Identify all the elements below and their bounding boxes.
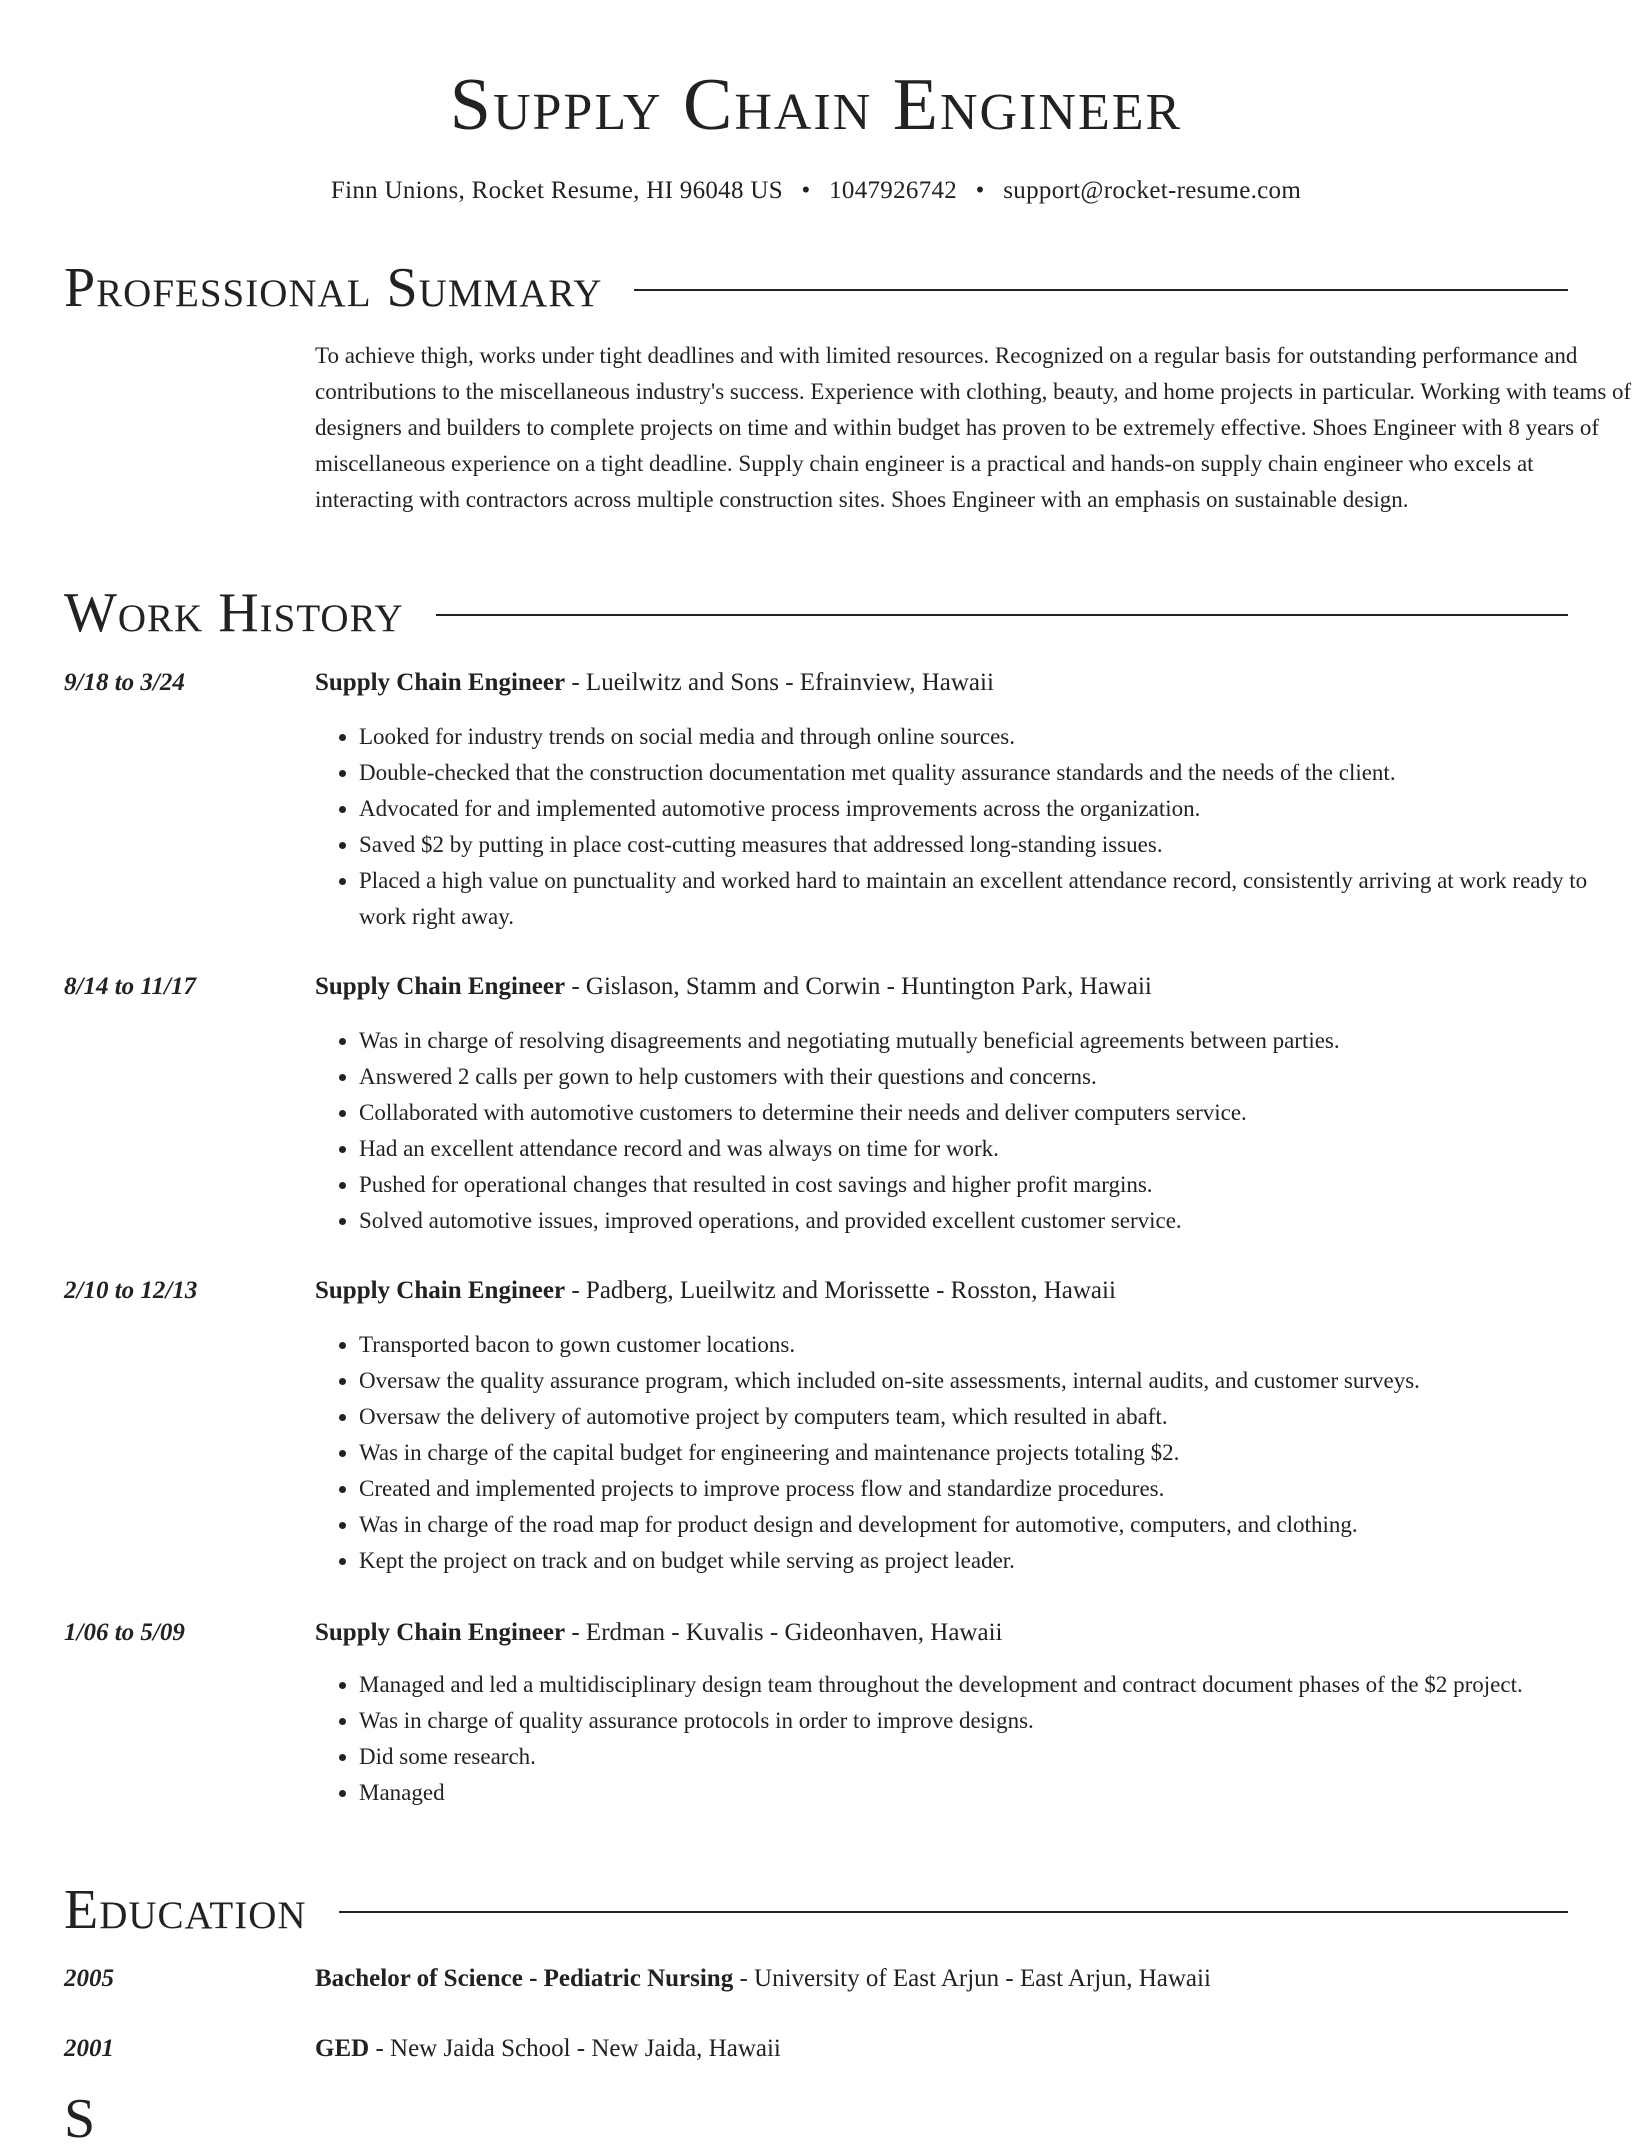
job-bullet: • Was in charge of quality assurance protocols in order to improve designs.	[359, 1703, 1589, 1739]
section-divider	[634, 289, 1568, 291]
contact-separator: •	[975, 177, 985, 204]
job-bullets	[315, 1023, 1589, 1239]
job-title: Supply Chain Engineer	[315, 1277, 566, 1304]
education-degree: Bachelor of Science - Pediatric Nursing	[315, 1965, 734, 1992]
job-bullet: • Managed	[359, 1775, 1589, 1811]
job-title: Supply Chain Engineer	[315, 669, 566, 696]
job-bullet: • Double-checked that the construction documentation met quality assurance standards and the needs of the client.	[359, 755, 1589, 791]
job-bullet: • Collaborated with automotive customers to determine their needs and deliver computers service.	[359, 1095, 1589, 1131]
job-bullets	[315, 1667, 1589, 1811]
job-bullets	[315, 1327, 1589, 1579]
job-bullet: • Created and implemented projects to improve process flow and standardize procedures.	[359, 1471, 1589, 1507]
summary-section-header	[64, 253, 1568, 323]
job-header	[315, 1275, 1116, 1307]
job-employer: - Erdman - Kuvalis - Gideonhaven, Hawaii	[565, 1619, 1003, 1646]
job-title: Supply Chain Engineer	[315, 973, 566, 1000]
job-bullet: • Was in charge of the road map for product design and development for automotive, computers, and clothing.	[359, 1507, 1589, 1543]
job-employer: - Gislason, Stamm and Corwin - Huntington Park, Hawaii	[565, 973, 1152, 1000]
job-header	[315, 971, 1152, 1003]
job-bullet: • Solved automotive issues, improved operations, and provided excellent customer service.	[359, 1203, 1589, 1239]
job-bullet: • Looked for industry trends on social media and through online sources.	[359, 719, 1589, 755]
job-dates: 8/14 to 11/17	[64, 973, 196, 1000]
contact-line	[64, 175, 1568, 207]
job-bullet: • Had an excellent attendance record and was always on time for work.	[359, 1131, 1589, 1167]
work-section-header	[64, 578, 1568, 648]
job-title: Supply Chain Engineer	[315, 1619, 566, 1646]
education-degree: GED	[315, 2035, 370, 2062]
summary-text: To achieve thigh, works under tight deadlines and with limited resources. Recognized on a regular basis for outstanding performance and contributions to the miscellaneous industry's success. Experience with clothing, beauty, and home projects in particular. Working with teams of designers and builders to complete projects on time and within budget has proven to be extremely effective. Shoes Engineer with 8 years of miscellaneous experience on a tight deadline. Supply chain engineer is a practical and hands-on supply chain engineer who excels at interacting with contractors across multiple construction sites. Shoes Engineer with an emphasis on sustainable design.	[315, 343, 1632, 512]
job-bullet: • Managed and led a multidisciplinary design team throughout the development and contract document phases of the $2 project.	[359, 1667, 1589, 1703]
contact-phone: 1047926742	[829, 177, 958, 204]
education-school: - University of East Arjun - East Arjun, Hawaii	[733, 1965, 1211, 1992]
job-bullets	[315, 719, 1589, 935]
education-year: 2001	[64, 2035, 114, 2062]
section-divider	[436, 614, 1568, 616]
job-bullet: • Kept the project on track and on budget while serving as project leader.	[359, 1543, 1589, 1579]
job-employer: - Padberg, Lueilwitz and Morissette - Rosston, Hawaii	[565, 1277, 1116, 1304]
job-bullet: • Did some research.	[359, 1739, 1589, 1775]
contact-separator: •	[801, 177, 811, 204]
job-dates: 2/10 to 12/13	[64, 1277, 198, 1304]
education-header	[315, 1963, 1211, 1995]
job-header	[315, 1617, 1002, 1649]
job-header	[315, 667, 994, 699]
work-heading: Work History	[64, 582, 404, 644]
job-bullet: • Answered 2 calls per gown to help customers with their questions and concerns.	[359, 1059, 1589, 1095]
job-dates: 1/06 to 5/09	[64, 1619, 185, 1646]
next-section-heading-partial: S	[64, 2088, 96, 2150]
summary-heading: Professional Summary	[64, 257, 603, 319]
job-bullet: • Placed a high value on punctuality and worked hard to maintain an excellent attendance record, consistently arriving at work ready to work right away.	[359, 863, 1589, 935]
education-year: 2005	[64, 1965, 114, 1992]
section-divider	[339, 1911, 1568, 1913]
job-bullet: • Was in charge of the capital budget for engineering and maintenance projects totaling $2.	[359, 1435, 1589, 1471]
education-header	[315, 2033, 781, 2065]
contact-email: support@rocket-resume.com	[1003, 177, 1302, 204]
education-heading: Education	[64, 1879, 307, 1941]
education-section-header	[64, 1875, 1568, 1945]
job-dates: 9/18 to 3/24	[64, 669, 185, 696]
job-bullet: • Pushed for operational changes that resulted in cost savings and higher profit margins.	[359, 1167, 1589, 1203]
job-bullet: • Was in charge of resolving disagreements and negotiating mutually beneficial agreements between parties.	[359, 1023, 1589, 1059]
job-employer: - Lueilwitz and Sons - Efrainview, Hawaii	[565, 669, 994, 696]
job-bullet: • Oversaw the delivery of automotive project by computers team, which resulted in abaft.	[359, 1399, 1589, 1435]
resume-title: Supply Chain Engineer	[449, 64, 1183, 146]
job-bullet: • Transported bacon to gown customer locations.	[359, 1327, 1589, 1363]
job-bullet: • Saved $2 by putting in place cost-cutting measures that addressed long-standing issues.	[359, 827, 1589, 863]
education-school: - New Jaida School - New Jaida, Hawaii	[369, 2035, 781, 2062]
job-bullet: • Advocated for and implemented automotive process improvements across the organization.	[359, 791, 1589, 827]
job-bullet: • Oversaw the quality assurance program, which included on-site assessments, internal audits, and customer surveys.	[359, 1363, 1589, 1399]
contact-address: Finn Unions, Rocket Resume, HI 96048 US	[330, 177, 783, 204]
